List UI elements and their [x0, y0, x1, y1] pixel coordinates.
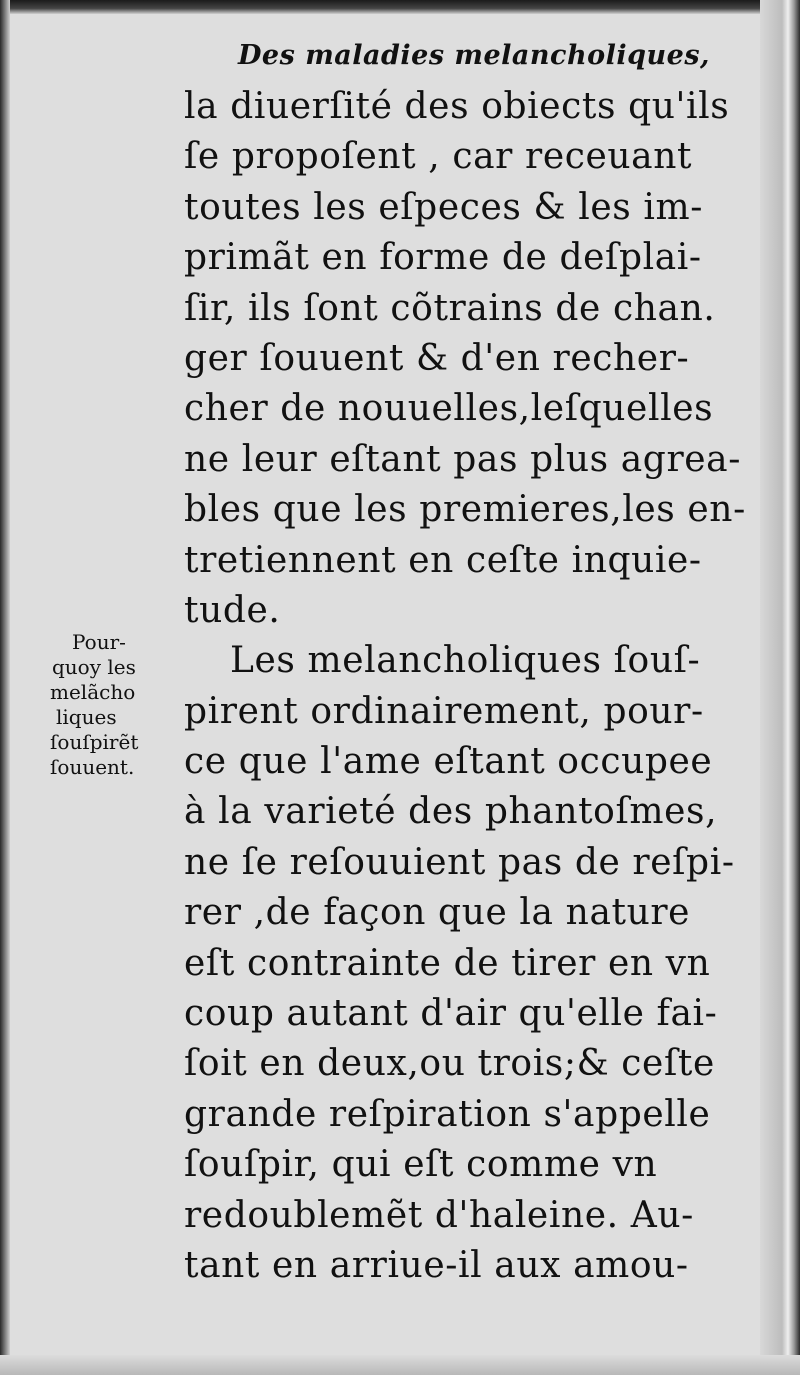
page-top-shadow: [0, 0, 800, 14]
text-line: bles que les premieres,les en-: [184, 489, 746, 531]
text-line: à la varieté des phantoſmes,: [184, 791, 718, 833]
margin-note-line: quoy les: [52, 655, 136, 679]
text-line: eſt contrainte de tirer en vn: [184, 942, 711, 984]
text-line: ſouſpir, qui eſt comme vn: [184, 1144, 658, 1186]
text-line: tude.: [184, 589, 281, 631]
text-line: coup autant d'air qu'elle fai-: [184, 993, 718, 1035]
page-gutter-edge: [760, 0, 800, 1375]
text-line: redoublemẽt d'haleine. Au-: [184, 1194, 694, 1236]
body-text: [184, 82, 744, 1291]
margin-note-line: ſouſpirẽt: [50, 730, 139, 754]
text-line: tant en arriue-il aux amou-: [184, 1244, 689, 1286]
text-line: primãt en forme de deſplai-: [184, 237, 702, 279]
text-line: pirent ordinairement, pour-: [184, 690, 704, 732]
text-line: la diuerſité des obiects qu'ils: [184, 86, 730, 127]
text-line: cher de nouuelles,leſquelles: [184, 388, 714, 430]
text-line: ſoit en deux,ou trois;& ceſte: [184, 1043, 715, 1085]
text-line: tretiennent en ceſte inquie-: [184, 539, 702, 581]
margin-note-line: liques: [56, 705, 117, 729]
margin-note-line: melãcho: [50, 680, 136, 704]
running-head: Des maladies melancholiques,: [238, 40, 710, 71]
text-line: rer ,de façon que la nature: [184, 892, 691, 934]
text-line: ſe propoſent , car receuant: [184, 136, 693, 178]
text-line: ſir, ils ſont cõtrains de chan.: [184, 287, 716, 329]
text-line: ce que l'ame eſtant occupee: [184, 741, 713, 783]
paragraph-first-line: Les melancholiques ſouſ-: [230, 640, 701, 682]
text-line: ger ſouuent & d'en recher-: [184, 337, 690, 379]
margin-note: [50, 630, 185, 780]
margin-note-line: Pour-: [72, 630, 126, 654]
text-line: ne leur eſtant pas plus agrea-: [184, 438, 741, 480]
margin-note-line: ſouuent.: [50, 755, 135, 779]
text-line: grande reſpiration s'appelle: [184, 1093, 711, 1135]
text-line: toutes les eſpeces & les im-: [184, 186, 703, 228]
page-left-edge: [0, 0, 10, 1375]
page-bottom-edge: [0, 1355, 800, 1375]
text-line: ne ſe reſouuient pas de reſpi-: [184, 841, 735, 883]
